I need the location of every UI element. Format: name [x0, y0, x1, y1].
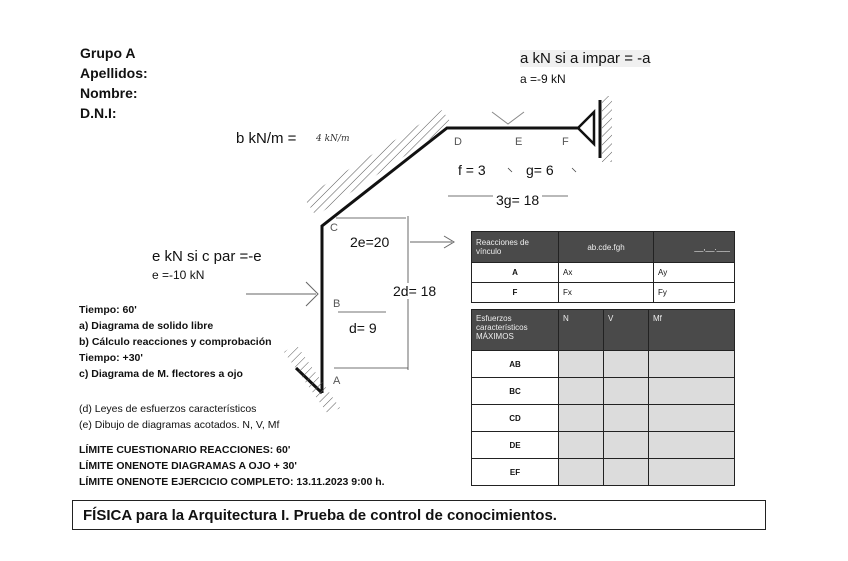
instr-b: b) Cálculo reacciones y comprobación — [79, 336, 272, 348]
table-row: F Fx Fy — [472, 283, 735, 303]
node-c-label: C — [330, 222, 338, 234]
dni-label: D.N.I: — [80, 105, 117, 121]
efforts-col-n: N — [559, 310, 604, 351]
page-footer-title: FÍSICA para la Arquitectura I. Prueba de control de conocimientos. — [72, 500, 766, 530]
efforts-header-1: Esfuerzos característicos MÁXIMOS — [472, 310, 559, 351]
instr-a: a) Diagrama de solido libre — [79, 320, 214, 332]
group-label: Grupo A — [80, 45, 136, 61]
load-b-rule: b kN/m = — [236, 130, 297, 147]
instr-d: (d) Leyes de esfuerzos característicos — [79, 403, 257, 415]
dim-d: d= 9 — [349, 320, 377, 336]
surname-label: Apellidos: — [80, 65, 148, 81]
instr-c: c) Diagrama de M. flectores a ojo — [79, 368, 243, 380]
node-d-label: D — [454, 136, 462, 148]
dim-2e: 2e=20 — [350, 234, 390, 250]
table-row: DE — [472, 432, 735, 459]
table-row: EF — [472, 459, 735, 486]
load-e-rule: e kN si c par =-e — [152, 248, 262, 265]
load-a-value: a =-9 kN — [520, 72, 566, 86]
table-row: CD — [472, 405, 735, 432]
node-b-label: B — [333, 298, 341, 310]
reactions-header-3: __,__.___ — [654, 232, 735, 263]
node-f-label: F — [562, 136, 569, 148]
table-row: AB — [472, 351, 735, 378]
reactions-table — [471, 231, 735, 303]
limit-reactions: LÍMITE CUESTIONARIO REACCIONES: 60' — [79, 444, 291, 456]
instr-time-extra: Tiempo: +30' — [79, 352, 143, 364]
instr-e: (e) Dibujo de diagramas acotados. N, V, Mf — [79, 419, 280, 431]
inclined-load-hatch — [304, 110, 452, 216]
support-f-hatch — [602, 96, 612, 162]
table-row: BC — [472, 378, 735, 405]
limit-complete: LÍMITE ONENOTE EJERCICIO COMPLETO: 13.11.2023 9:00 h. — [79, 476, 385, 488]
dim-2d: 2d= 18 — [393, 283, 437, 299]
load-b-value: 4 kN/m — [316, 134, 350, 144]
table-row: A Ax Ay — [472, 263, 735, 283]
node-e-label: E — [515, 136, 523, 148]
support-a-hatch — [284, 344, 340, 414]
reactions-header-1: Reacciones de vínculo — [472, 232, 559, 263]
instr-time: Tiempo: 60' — [79, 304, 137, 316]
limit-diagrams: LÍMITE ONENOTE DIAGRAMAS A OJO + 30' — [79, 460, 297, 472]
name-label: Nombre: — [80, 85, 138, 101]
load-e-value: e =-10 kN — [152, 268, 205, 282]
dim-g: g= 6 — [526, 162, 554, 178]
load-a-rule: a kN si a impar = -a — [520, 50, 651, 67]
support-f-pin — [578, 112, 594, 144]
reactions-header-2: ab.cde.fgh — [559, 232, 654, 263]
efforts-table — [471, 309, 735, 486]
load-a-arrow — [492, 112, 524, 124]
efforts-col-v: V — [604, 310, 649, 351]
efforts-col-mf: Mf — [649, 310, 735, 351]
dim-f: f = 3 — [458, 162, 486, 178]
dim-3g: 3g= 18 — [493, 192, 542, 208]
node-a-label: A — [333, 375, 341, 387]
